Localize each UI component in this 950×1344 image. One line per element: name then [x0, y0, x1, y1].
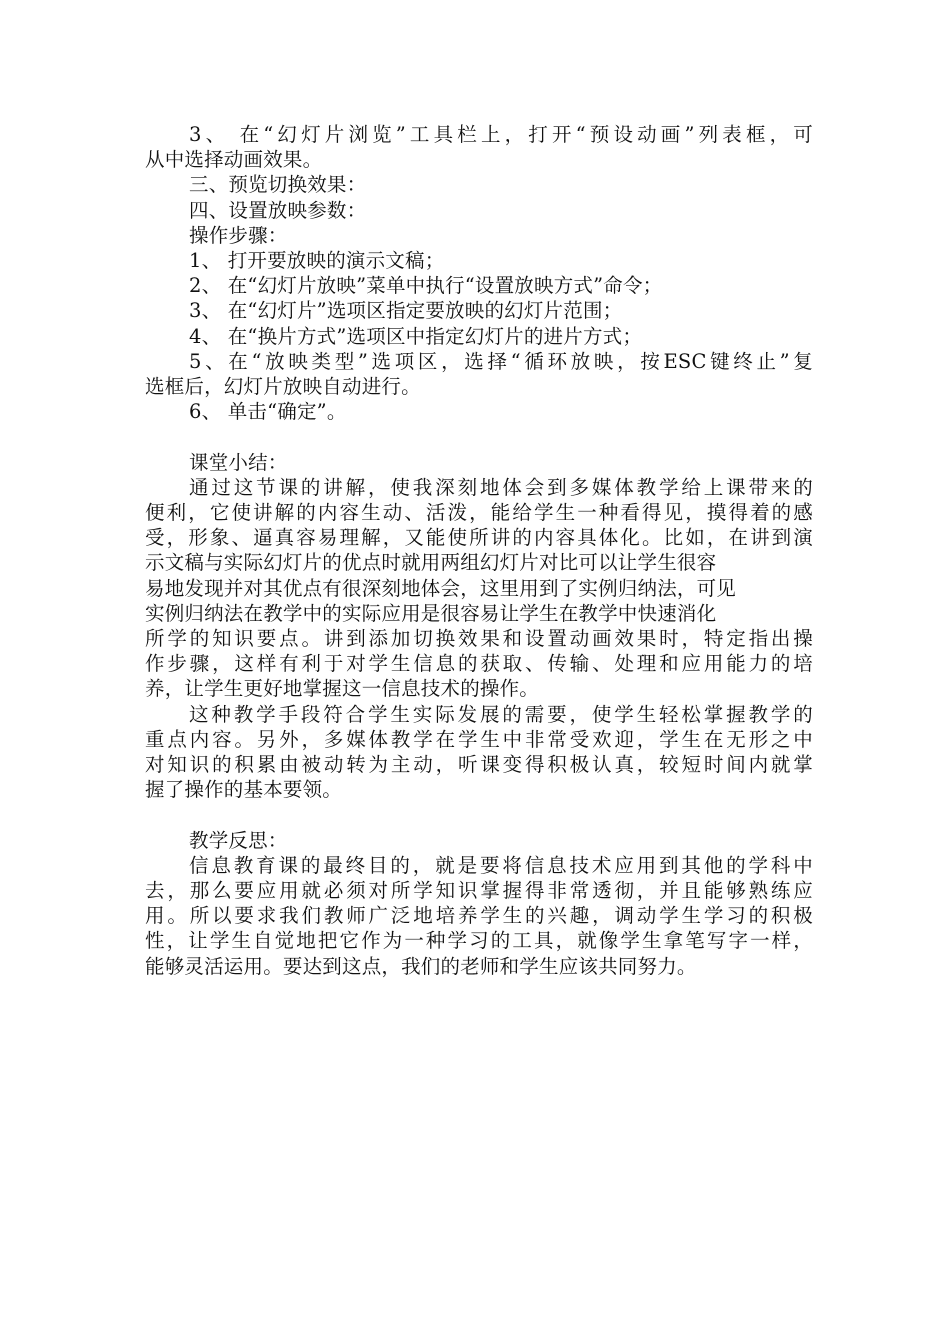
heading-show-settings: 四、设置放映参数： [189, 198, 367, 222]
step-6: 6、 单击“确定”。 [189, 400, 347, 424]
summary-paragraph-1 [145, 475, 813, 702]
text-line: 示文稿与实际幻灯片的优点时就用两组幻灯片对比可以让学生很容 [145, 551, 717, 575]
text-line: 所学的知识要点。讲到添加切换效果和设置动画效果时，特定指出操 [145, 627, 813, 651]
text-line: 用。所以要求我们教师广泛地培养学生的兴趣，调动学生学习的积极 [145, 904, 813, 928]
list-item: 1、 打开要放映的演示文稿； [189, 249, 445, 273]
text-line: 重点内容。另外，多媒体教学在学生中非常受欢迎，学生在无形之中 [145, 727, 813, 751]
list-item: 2、 在“幻灯片放映”菜单中执行“设置放映方式”命令； [189, 274, 663, 298]
list-item: 3、 在“幻灯片”选项区指定要放映的幻灯片范围； [189, 299, 623, 323]
text-line: 通过这节课的讲解，使我深刻地体会到多媒体教学给上课带来的 [189, 475, 813, 499]
document-page [145, 122, 813, 979]
steps-label: 操作步骤： [189, 223, 288, 247]
reflection-heading: 教学反思： [189, 828, 288, 852]
text-line: 3、 在“幻灯片浏览”工具栏上，打开“预设动画”列表框，可 [189, 123, 813, 146]
text-line: 信息教育课的最终目的，就是要将信息技术应用到其他的学科中 [189, 853, 813, 877]
heading-preview-transition: 三、预览切换效果： [189, 173, 367, 197]
text-line: 对知识的积累由被动转为主动，听课变得积极认真，较短时间内就掌 [145, 753, 813, 777]
text-line: 从中选择动画效果。 [145, 148, 323, 172]
spacer [145, 424, 813, 449]
text-line: 受，形象、逼真容易理解，又能使所讲的内容具体化。比如，在讲到演 [145, 526, 813, 550]
text-line: 便利，它使讲解的内容生动、活泼，能给学生一种看得见，摸得着的感 [145, 501, 813, 525]
text-line: 实例归纳法在教学中的实际应用是很容易让学生在教学中快速消化 [145, 601, 717, 625]
steps-a-paragraph [145, 122, 813, 172]
spacer [145, 802, 813, 827]
text-line: 握了操作的基本要领。 [145, 778, 343, 802]
text-line: 5、在“放映类型”选项区，选择“循环放映，按ESC键终止”复 [189, 349, 813, 373]
reflection-paragraph [145, 853, 813, 979]
steps-b-list [145, 248, 813, 349]
text-line: 选框后，幻灯片放映自动进行。 [145, 375, 421, 399]
text-line: 养，让学生更好地掌握这一信息技术的操作。 [145, 677, 540, 701]
text-line: 性，让学生自觉地把它作为一种学习的工具，就像学生拿笔写字一样， [145, 929, 813, 953]
text-line: 这种教学手段符合学生实际发展的需要，使学生轻松掌握教学的 [189, 702, 813, 726]
text-line: 能够灵活运用。要达到这点，我们的老师和学生应该共同努力。 [145, 954, 697, 978]
step-5-paragraph [145, 349, 813, 399]
summary-heading: 课堂小结： [189, 450, 288, 474]
list-item: 4、 在“换片方式”选项区中指定幻灯片的进片方式； [189, 324, 643, 348]
text-line: 易地发现并对其优点有很深刻地体会，这里用到了实例归纳法，可见 [145, 576, 737, 600]
text-line: 作步骤，这样有利于对学生信息的获取、传输、处理和应用能力的培 [145, 652, 813, 676]
summary-paragraph-2 [145, 702, 813, 803]
text-line: 去，那么要应用就必须对所学知识掌握得非常透彻，并且能够熟练应 [145, 879, 813, 903]
